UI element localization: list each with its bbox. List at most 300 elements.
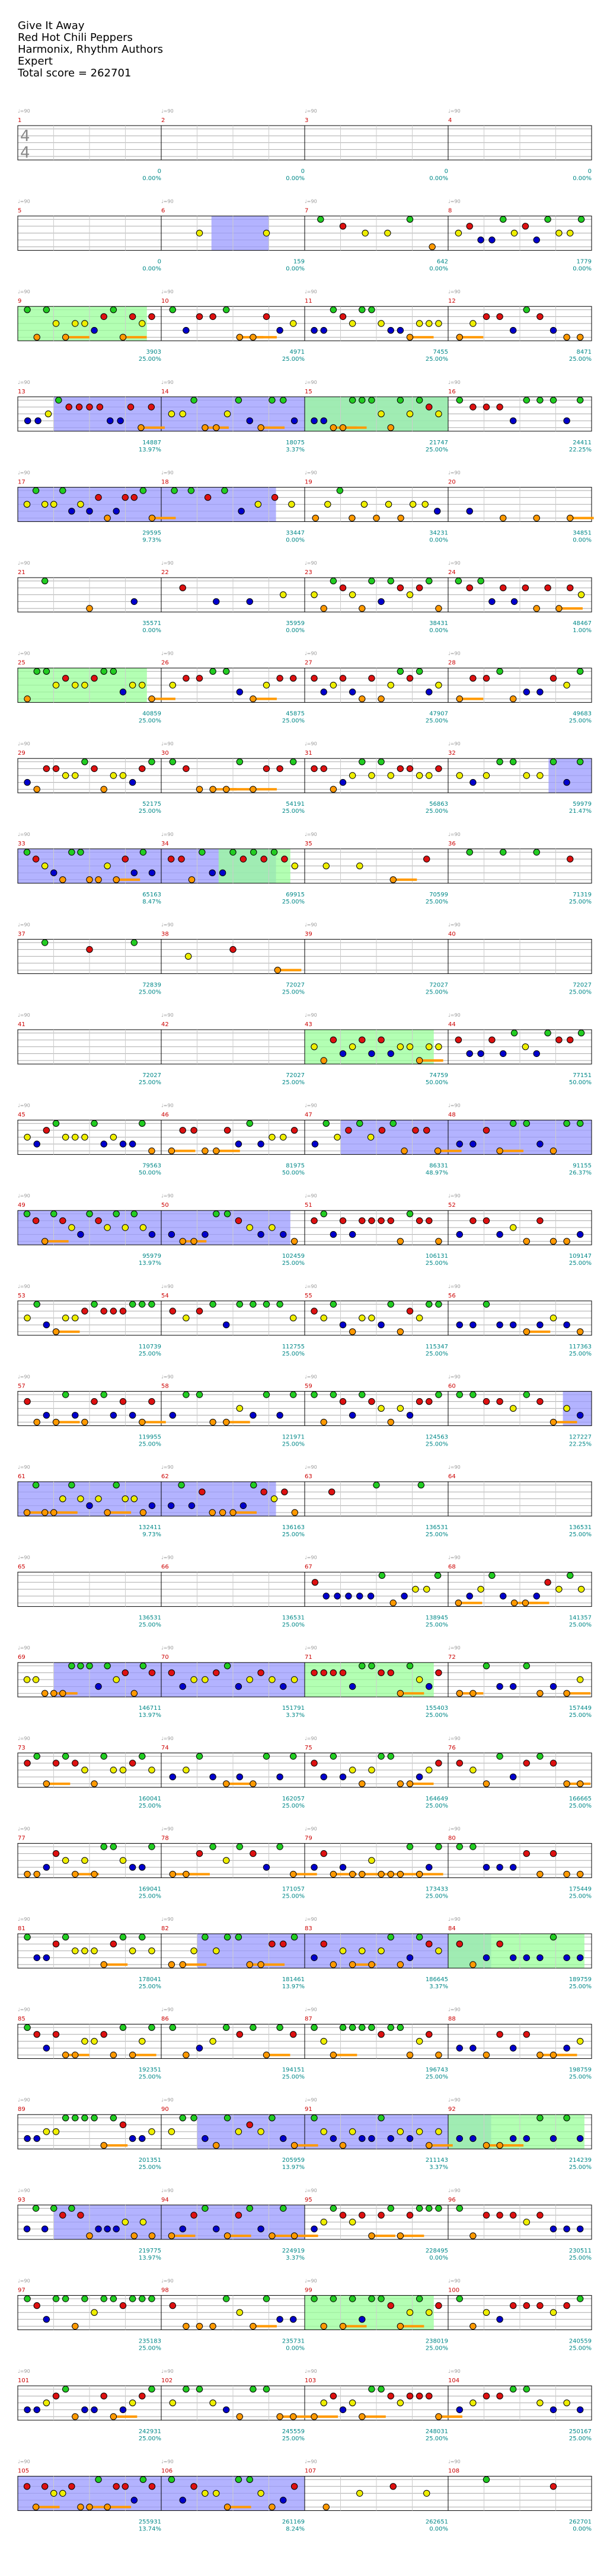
note-gem bbox=[550, 675, 556, 681]
note-gem bbox=[564, 2400, 570, 2406]
note-gem bbox=[258, 2226, 264, 2232]
note-gem bbox=[378, 2212, 384, 2218]
note-gem bbox=[550, 1419, 556, 1425]
note-gem bbox=[149, 1148, 155, 1154]
note-gem bbox=[340, 2212, 346, 2218]
measure-score: 211143 bbox=[425, 2157, 448, 2164]
note-gem bbox=[435, 508, 440, 514]
note-gem bbox=[436, 2052, 442, 2058]
measure-number: 7 bbox=[305, 207, 309, 214]
note-gem bbox=[379, 1572, 385, 1578]
tempo-marker: ♩=90 bbox=[161, 1283, 174, 1289]
measure-score: 248031 bbox=[425, 2428, 448, 2435]
sustain-bar bbox=[439, 2415, 462, 2418]
note-gem bbox=[483, 1955, 489, 1960]
measure-percent: 25.00% bbox=[568, 1802, 592, 1809]
note-gem bbox=[280, 592, 286, 598]
measure-score: 3903 bbox=[146, 349, 161, 356]
tempo-marker: ♩=90 bbox=[305, 379, 317, 385]
note-gem bbox=[41, 2226, 47, 2232]
note-gem bbox=[497, 2032, 503, 2037]
note-gem bbox=[180, 2115, 186, 2121]
measure-number: 80 bbox=[448, 1835, 456, 1842]
measure-number: 68 bbox=[448, 1563, 456, 1571]
measure-percent: 25.00% bbox=[425, 1350, 448, 1357]
note-gem bbox=[416, 321, 422, 326]
tempo-marker: ♩=90 bbox=[448, 470, 461, 476]
note-gem bbox=[258, 1962, 264, 1968]
note-gem bbox=[180, 2497, 186, 2503]
tempo-marker: ♩=90 bbox=[448, 1374, 461, 1380]
measure-percent: 25.00% bbox=[568, 356, 592, 363]
note-gem bbox=[489, 237, 495, 243]
note-gem bbox=[510, 2212, 516, 2218]
measure-score: 56863 bbox=[429, 801, 448, 808]
measure-number: 17 bbox=[18, 479, 25, 486]
note-gem bbox=[43, 1322, 49, 1328]
measure-percent: 25.00% bbox=[568, 989, 592, 996]
note-gem bbox=[533, 849, 539, 855]
note-gem bbox=[373, 515, 379, 521]
measure-percent: 22.25% bbox=[568, 1441, 592, 1448]
note-gem bbox=[196, 230, 202, 236]
note-gem bbox=[537, 1753, 543, 1759]
note-gem bbox=[500, 216, 506, 222]
tempo-marker: ♩=90 bbox=[305, 2097, 317, 2103]
note-gem bbox=[311, 1864, 317, 1870]
note-gem bbox=[359, 1948, 365, 1954]
note-gem bbox=[456, 2205, 462, 2211]
sustain-bar bbox=[54, 1511, 78, 1514]
note-gem bbox=[321, 1315, 327, 1321]
note-gem bbox=[82, 2115, 88, 2121]
time-signature-numerator: 4 bbox=[20, 127, 30, 145]
note-gem bbox=[407, 2212, 413, 2218]
note-gem bbox=[277, 1412, 283, 1418]
tempo-marker: ♩=90 bbox=[305, 1826, 317, 1832]
note-gem bbox=[416, 2038, 422, 2044]
measure-score: 48467 bbox=[573, 620, 592, 627]
note-gem bbox=[24, 696, 30, 701]
note-gem bbox=[263, 1753, 269, 1759]
note-gem bbox=[122, 1225, 128, 1231]
note-gem bbox=[129, 2296, 135, 2302]
note-gem bbox=[497, 1683, 503, 1689]
note-gem bbox=[223, 786, 229, 792]
sustain-bar bbox=[559, 607, 583, 610]
note-gem bbox=[545, 1579, 551, 1585]
note-gem bbox=[72, 1412, 78, 1418]
note-gem bbox=[120, 1308, 126, 1314]
tempo-marker: ♩=90 bbox=[448, 651, 461, 656]
note-gem bbox=[426, 1683, 432, 1689]
note-gem bbox=[545, 1030, 551, 1036]
note-gem bbox=[51, 1690, 57, 1696]
note-gem bbox=[483, 2309, 489, 2315]
note-gem bbox=[349, 1044, 355, 1050]
note-gem bbox=[470, 1217, 476, 1223]
note-gem bbox=[407, 2393, 413, 2399]
note-gem bbox=[550, 759, 556, 765]
note-gem bbox=[311, 2226, 317, 2232]
tempo-marker: ♩=90 bbox=[161, 741, 174, 747]
tempo-marker: ♩=90 bbox=[448, 1193, 461, 1199]
tempo-marker: ♩=90 bbox=[448, 1283, 461, 1289]
note-gem bbox=[223, 2407, 229, 2412]
sustain-bar bbox=[228, 2506, 251, 2508]
note-gem bbox=[311, 765, 317, 771]
note-gem bbox=[577, 2407, 583, 2412]
note-gem bbox=[269, 397, 275, 403]
note-gem bbox=[82, 759, 88, 765]
measure-percent: 25.00% bbox=[138, 1079, 161, 1086]
measure-percent: 50.00% bbox=[425, 1079, 448, 1086]
tempo-marker: ♩=90 bbox=[305, 108, 317, 114]
note-gem bbox=[436, 1760, 442, 1766]
note-gem bbox=[210, 668, 216, 674]
note-gem bbox=[467, 1050, 472, 1056]
note-gem bbox=[550, 1760, 556, 1766]
note-gem bbox=[263, 2296, 269, 2302]
note-gem bbox=[537, 2400, 543, 2406]
note-gem bbox=[185, 953, 191, 959]
note-gem bbox=[104, 1510, 110, 1516]
measure-score: 115347 bbox=[425, 1343, 448, 1350]
note-gem bbox=[349, 1231, 355, 1237]
measure-number: 29 bbox=[18, 750, 25, 757]
note-gem bbox=[567, 230, 573, 236]
note-gem bbox=[577, 334, 583, 340]
note-gem bbox=[51, 501, 57, 507]
note-gem bbox=[277, 2024, 283, 2030]
measure-percent: 25.00% bbox=[282, 1531, 305, 1538]
note-gem bbox=[378, 321, 384, 326]
note-gem bbox=[280, 397, 286, 403]
measure-score: 91155 bbox=[573, 1162, 592, 1170]
measure-score: 250167 bbox=[568, 2428, 592, 2435]
note-gem bbox=[497, 2142, 503, 2148]
measure-score: 47907 bbox=[429, 710, 448, 717]
note-gem bbox=[564, 334, 570, 340]
sustain-bar bbox=[56, 1331, 80, 1333]
note-gem bbox=[483, 2476, 489, 2482]
note-gem bbox=[140, 1510, 146, 1516]
measure-percent: 25.00% bbox=[425, 808, 448, 815]
note-gem bbox=[397, 397, 403, 403]
note-gem bbox=[564, 1955, 570, 1960]
note-gem bbox=[82, 1857, 88, 1863]
note-gem bbox=[139, 2393, 145, 2399]
note-gem bbox=[24, 779, 30, 785]
note-gem bbox=[101, 2393, 107, 2399]
tempo-marker: ♩=90 bbox=[448, 2459, 461, 2465]
measure-percent: 25.00% bbox=[568, 1712, 592, 1719]
measure-score: 21747 bbox=[429, 439, 448, 446]
note-gem bbox=[51, 1211, 57, 1217]
note-gem bbox=[113, 2484, 119, 2490]
measure-number: 44 bbox=[448, 1021, 456, 1028]
measure-score: 49683 bbox=[573, 710, 592, 717]
note-gem bbox=[223, 307, 229, 313]
note-gem bbox=[489, 1037, 495, 1043]
measure-percent: 1.00% bbox=[573, 627, 592, 634]
sustain-bar bbox=[410, 336, 434, 338]
note-gem bbox=[456, 1690, 462, 1696]
note-gem bbox=[388, 1934, 394, 1940]
note-gem bbox=[523, 2219, 529, 2225]
note-gem bbox=[87, 1502, 92, 1508]
measure-number: 70 bbox=[161, 1654, 169, 1661]
note-gem bbox=[210, 1844, 216, 1850]
note-gem bbox=[78, 1231, 84, 1237]
note-gem bbox=[149, 1301, 155, 1307]
measure-score: 71319 bbox=[573, 891, 592, 898]
note-gem bbox=[456, 2407, 462, 2412]
note-gem bbox=[213, 2490, 219, 2496]
measure-number: 13 bbox=[18, 388, 25, 395]
measure-percent: 0.00% bbox=[429, 537, 448, 544]
note-gem bbox=[87, 404, 92, 410]
note-gem bbox=[191, 1677, 197, 1683]
tempo-marker: ♩=90 bbox=[305, 1103, 317, 1108]
sustain-bar bbox=[104, 2144, 127, 2146]
song-difficulty: Expert bbox=[18, 55, 53, 68]
note-gem bbox=[72, 1871, 78, 1877]
note-gem bbox=[269, 2504, 275, 2510]
measure-percent: 25.00% bbox=[425, 898, 448, 905]
note-gem bbox=[357, 2490, 363, 2496]
sustain-bar bbox=[104, 1963, 127, 1966]
note-gem bbox=[168, 1502, 174, 1508]
measure-percent: 21.47% bbox=[568, 808, 592, 815]
note-gem bbox=[113, 1677, 119, 1683]
note-gem bbox=[436, 1670, 442, 1675]
note-gem bbox=[170, 1774, 175, 1780]
note-gem bbox=[129, 1864, 135, 1870]
note-gem bbox=[238, 508, 244, 514]
note-gem bbox=[556, 1037, 562, 1043]
note-gem bbox=[483, 1781, 489, 1787]
note-gem bbox=[359, 2024, 365, 2030]
note-gem bbox=[247, 2476, 253, 2482]
measure-percent: 25.00% bbox=[568, 1984, 592, 1990]
note-gem bbox=[416, 1398, 422, 1404]
measure-number: 27 bbox=[305, 659, 312, 667]
note-gem bbox=[120, 1857, 126, 1863]
note-gem bbox=[578, 1030, 584, 1036]
sustain-bar bbox=[362, 2415, 386, 2418]
note-gem bbox=[378, 598, 384, 604]
note-gem bbox=[87, 605, 92, 611]
measure-percent: 25.00% bbox=[282, 1350, 305, 1357]
note-gem bbox=[470, 404, 476, 410]
note-gem bbox=[388, 1050, 394, 1056]
measure-score: 198759 bbox=[568, 2066, 592, 2074]
note-gem bbox=[33, 1482, 39, 1488]
note-gem bbox=[24, 418, 30, 424]
note-gem bbox=[280, 1134, 286, 1140]
note-gem bbox=[550, 1683, 556, 1689]
note-gem bbox=[456, 2045, 462, 2051]
measure-percent: 13.97% bbox=[138, 446, 161, 453]
tempo-marker: ♩=90 bbox=[305, 2187, 317, 2193]
tempo-marker: ♩=90 bbox=[161, 2097, 174, 2103]
note-gem bbox=[271, 1496, 277, 1502]
note-gem bbox=[510, 1955, 516, 1960]
measure-percent: 0.00% bbox=[286, 265, 305, 273]
note-gem bbox=[149, 870, 155, 876]
note-gem bbox=[378, 2296, 384, 2302]
note-gem bbox=[359, 397, 365, 403]
measure-number: 45 bbox=[18, 1111, 25, 1119]
tempo-marker: ♩=90 bbox=[305, 1917, 317, 1922]
measure-number: 36 bbox=[448, 840, 456, 847]
note-gem bbox=[117, 418, 123, 424]
measure-percent: 25.00% bbox=[138, 1802, 161, 1809]
tempo-marker: ♩=90 bbox=[161, 831, 174, 837]
tempo-marker: ♩=90 bbox=[448, 2097, 461, 2103]
sustain-bar bbox=[233, 1511, 257, 1514]
note-gem bbox=[397, 2400, 403, 2406]
note-gem bbox=[537, 1690, 543, 1696]
note-gem bbox=[311, 1044, 317, 1050]
note-gem bbox=[483, 675, 489, 681]
note-gem bbox=[330, 307, 336, 313]
note-gem bbox=[24, 501, 30, 507]
measure-number: 76 bbox=[448, 1744, 456, 1751]
note-gem bbox=[330, 1871, 336, 1877]
note-gem bbox=[470, 1962, 476, 1968]
note-gem bbox=[436, 2129, 442, 2135]
note-gem bbox=[139, 1419, 145, 1425]
measure-number: 14 bbox=[161, 388, 169, 395]
measure-score: 40859 bbox=[142, 710, 161, 717]
note-gem bbox=[196, 786, 202, 792]
note-gem bbox=[69, 1663, 75, 1669]
note-gem bbox=[235, 2212, 241, 2218]
note-gem bbox=[223, 1781, 229, 1787]
note-gem bbox=[72, 2052, 78, 2058]
note-gem bbox=[510, 327, 516, 333]
note-gem bbox=[407, 411, 413, 416]
note-gem bbox=[407, 592, 413, 598]
measure-number: 28 bbox=[448, 659, 456, 667]
note-gem bbox=[291, 2142, 297, 2148]
note-gem bbox=[120, 1141, 126, 1147]
note-gem bbox=[407, 675, 413, 681]
note-gem bbox=[24, 307, 30, 313]
note-gem bbox=[349, 2024, 355, 2030]
sustain-bar bbox=[226, 788, 250, 790]
note-gem bbox=[24, 2407, 30, 2412]
sustain-bar bbox=[400, 2235, 424, 2237]
tempo-marker: ♩=90 bbox=[448, 2007, 461, 2013]
note-gem bbox=[578, 216, 584, 222]
note-gem bbox=[510, 2135, 516, 2141]
note-gem bbox=[497, 404, 503, 410]
note-gem bbox=[237, 334, 242, 340]
measure-score: 72027 bbox=[286, 1072, 305, 1079]
note-gem bbox=[334, 1593, 340, 1599]
note-gem bbox=[60, 2212, 66, 2218]
measure-number: 103 bbox=[305, 2378, 317, 2384]
tempo-marker: ♩=90 bbox=[305, 2278, 317, 2284]
note-gem bbox=[359, 696, 365, 701]
note-gem bbox=[416, 773, 422, 778]
note-gem bbox=[349, 321, 355, 326]
note-gem bbox=[456, 397, 462, 403]
note-gem bbox=[183, 2052, 189, 2058]
note-gem bbox=[388, 2135, 394, 2141]
measure-percent: 25.00% bbox=[425, 1893, 448, 1900]
measure-number: 58 bbox=[161, 1383, 169, 1390]
note-gem bbox=[426, 2393, 432, 2399]
note-gem bbox=[82, 321, 88, 326]
note-gem bbox=[69, 1482, 75, 1488]
measure-number: 11 bbox=[305, 298, 312, 305]
measure-number: 26 bbox=[161, 659, 169, 667]
note-gem bbox=[436, 411, 442, 416]
note-gem bbox=[219, 870, 225, 876]
note-gem bbox=[497, 2393, 503, 2399]
note-gem bbox=[359, 2317, 365, 2322]
sustain-bar bbox=[267, 2054, 290, 2056]
note-gem bbox=[330, 1753, 336, 1759]
measure-number: 97 bbox=[18, 2287, 25, 2294]
note-gem bbox=[397, 2129, 403, 2135]
measure-percent: 25.00% bbox=[282, 356, 305, 363]
sustain-bar bbox=[171, 2235, 195, 2237]
note-gem bbox=[210, 786, 216, 792]
note-gem bbox=[456, 334, 462, 340]
measure-score: 8471 bbox=[576, 349, 592, 356]
note-gem bbox=[340, 2142, 346, 2148]
note-gem bbox=[209, 870, 215, 876]
note-gem bbox=[416, 1871, 422, 1877]
note-gem bbox=[139, 1934, 145, 1940]
sustain-bar bbox=[410, 1783, 434, 1785]
note-gem bbox=[291, 2233, 297, 2239]
note-gem bbox=[170, 682, 175, 688]
note-gem bbox=[139, 1120, 145, 1126]
tempo-marker: ♩=90 bbox=[448, 1645, 461, 1651]
measure-score: 72839 bbox=[142, 982, 161, 989]
note-gem bbox=[321, 605, 327, 611]
tempo-marker: ♩=90 bbox=[18, 470, 30, 476]
note-gem bbox=[483, 1217, 489, 1223]
note-gem bbox=[69, 849, 75, 855]
note-gem bbox=[325, 501, 331, 507]
measure-score: 138945 bbox=[425, 1614, 448, 1622]
note-gem bbox=[567, 585, 573, 591]
note-gem bbox=[523, 773, 529, 778]
note-gem bbox=[91, 2309, 97, 2315]
note-gem bbox=[140, 2476, 146, 2482]
note-gem bbox=[523, 2135, 529, 2141]
note-gem bbox=[282, 1489, 287, 1495]
note-gem bbox=[467, 508, 472, 514]
note-gem bbox=[470, 2045, 476, 2051]
measure-number: 63 bbox=[305, 1473, 312, 1480]
note-gem bbox=[455, 1037, 461, 1043]
note-gem bbox=[369, 307, 375, 313]
note-gem bbox=[369, 1767, 375, 1773]
note-gem bbox=[263, 1864, 269, 1870]
note-gem bbox=[359, 1037, 365, 1043]
note-gem bbox=[522, 585, 528, 591]
note-gem bbox=[87, 1663, 92, 1669]
note-gem bbox=[523, 1392, 529, 1398]
